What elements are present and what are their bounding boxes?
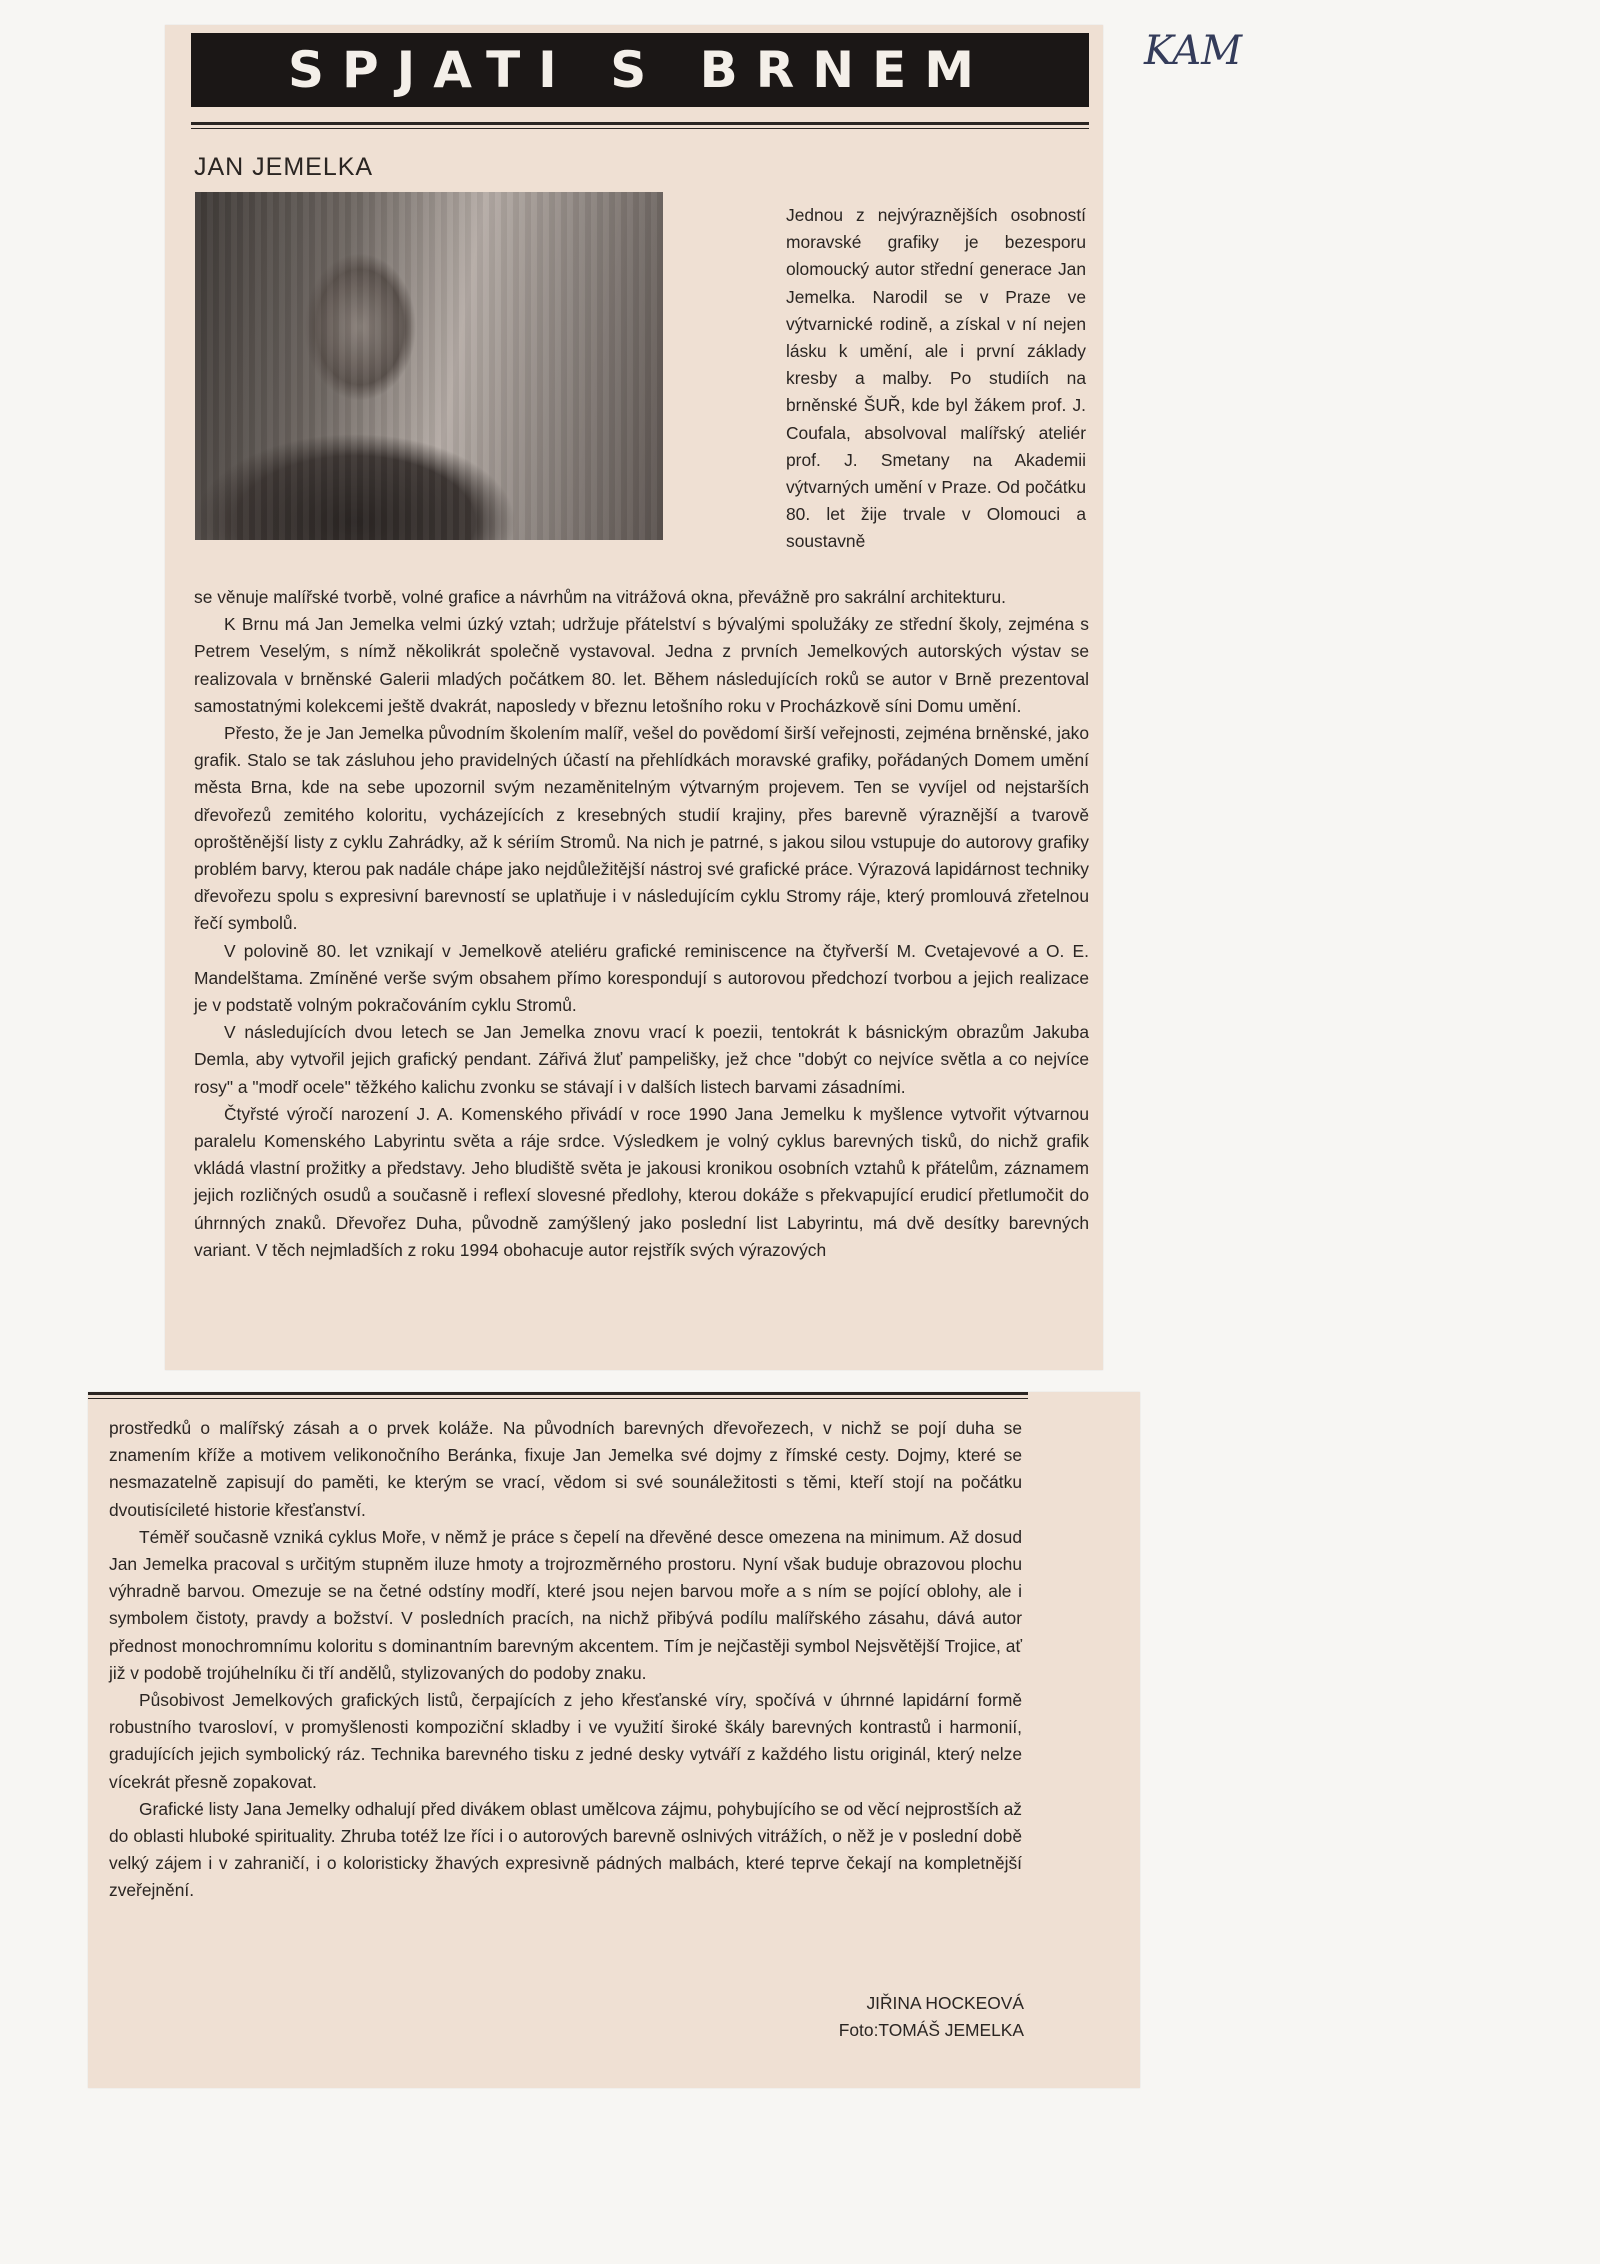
signature-author: JIŘINA HOCKEOVÁ xyxy=(866,1993,1024,2013)
paragraph: K Brnu má Jan Jemelka velmi úzký vztah; udržuje přátelství s bývalými spolužáky ze střední školy, zejména s Petrem Veselým, s nímž několikrát společně vystavoval. Jedna z prvních Jemelkových autorských výstav se realizovala v brněnské Galerii mladých počátkem 80. let. Během následujících roků se autor v Brně prezentoval samostatnými kolekcemi ještě dvakrát, naposledy v březnu letošního roku v Procházkově síni Domu umění. xyxy=(194,614,1089,716)
banner-rule-thin xyxy=(191,128,1089,129)
paragraph: V polovině 80. let vznikají v Jemelkově ateliéru grafické reminiscence na čtyřverší M. Cvetajevové a O. E. Mandelštama. Zmíněné verše svým obsahem přímo korespondují s autorovou předchozí tvorbou a jejich realizace je v podstatě volným pokračováním cyklu Stromů. xyxy=(194,940,1089,1016)
paragraph: Přesto, že je Jan Jemelka původním školením malíř, vešel do povědomí širší veřejnosti, zejména brněnské, jako grafik. Stalo se tak zásluhou jeho pravidelných účastí na přehlídkách moravské grafiky, pořádaných Domem umění města Brna, kde na sebe upozornil svým nezaměnitelným výtvarným projevem. Ten se vyvíjel od nejstarších dřevořezů zemitého koloritu, vycházejících z kresebných studií krajiny, přes barevně výraznější a tvarově oproštěnější listy z cyklu Zahrádky, až k sériím Stromů. Na nich je patrné, s jakou silou vstupuje do autorovy grafiky problém barvy, kterou pak nadále chápe jako nejdůležitější nástroj své grafické práce. Výrazová lapidárnost techniky dřevořezu spolu s expresivní barevností se uplatňuje i v následujícím cyklu Stromy ráje, který promlouvá zřetelnou řečí symbolů. xyxy=(194,723,1089,934)
portrait-photo xyxy=(195,192,663,540)
signature-block xyxy=(839,1990,1024,2044)
paragraph: Čtyřsté výročí narození J. A. Komenského přivádí v roce 1990 Jana Jemelku k myšlence vytvořit výtvarnou paralelu Komenského Labyrintu světa a ráje srdce. Výsledkem je volný cyklus barevných tisků, do nichž grafik vkládá vlastní prožitky a představy. Jeho bludiště světa je jakousi kronikou osobních vztahů k přátelům, záznamem jejich rozličných osudů a současně i reflexí slovesné předlohy, kterou dokáže s překvapující erudicí přetlumočit do úhrnných znaků. Dřevořez Duha, původně zamýšlený jako poslední list Labyrintu, má dvě desítky barevných variant. V těch nejmladších z roku 1994 obohacuje autor rejstřík svých výrazových xyxy=(194,1103,1089,1260)
author-heading: JAN JEMELKA xyxy=(194,153,374,181)
section-rule-thin xyxy=(88,1398,1028,1399)
paragraph: Grafické listy Jana Jemelky odhalují před divákem oblast umělcova zájmu, pohybujícího se od věcí nejprostších až do oblasti hluboké spirituality. Zhruba totéž lze říci i o autorových barevně oslnivých vitrážích, o něž je v poslední době velký zájem i v zahraničí, i o koloristicky žhavých expresivně pádných malbách, které teprve čekají na kompletnější zveřejnění. xyxy=(109,1798,1022,1901)
clipping-top xyxy=(165,25,1103,1370)
banner-rule xyxy=(191,122,1089,125)
section-rule xyxy=(88,1392,1028,1395)
handwritten-note: KAM xyxy=(1144,28,1243,74)
article-body-bottom xyxy=(109,1415,1022,1905)
banner-title: SPJATI S BRNEM xyxy=(191,33,1089,107)
paragraph: se věnuje malířské tvorbě, volné grafice a návrhům na vitrážová okna, převážně pro sakrální architekturu. xyxy=(194,587,1006,607)
lead-paragraph: Jednou z nejvýraznějších osobností moravské grafiky je bezesporu olomoucký autor střední generace Jan Jemelka. Narodil se v Praze ve výtvarnické rodině, a získal v ní nejen lásku k umění, ale i první základy kresby a malby. Po studiích na brněnské ŠUŘ, kde byl žákem prof. J. Coufala, absolvoval malířský ateliér prof. J. Smetany na Akademii výtvarných umění v Praze. Od počátku 80. let žije trvale v Olomouci a soustavně xyxy=(786,205,1086,552)
paragraph: V následujících dvou letech se Jan Jemelka znovu vrací k poezii, tentokrát k básnickým obrazům Jakuba Demla, aby vytvořil jejich grafický pendant. Zářivá žluť pampelišky, jež chce "dobýt co nejvíce světla a co nejvíce rosy" a "modř ocele" těžkého kalichu zvonku se stávají i v dalších listech barvami zásadními. xyxy=(194,1022,1089,1097)
article-body-top xyxy=(194,584,1089,1264)
signature-photo-credit: Foto:TOMÁŠ JEMELKA xyxy=(838,2020,1024,2040)
clipping-bottom xyxy=(88,1392,1140,2088)
paragraph: Působivost Jemelkových grafických listů, čerpajících z jeho křesťanské víry, spočívá v úhrnné lapidární formě robustního tvarosloví, v promyšlenosti kompoziční skladby i ve využití široké škály barevných kontrastů i harmonií, gradujících jejich symbolický ráz. Technika barevného tisku z jedné desky vytváří z každého listu originál, který nelze vícekrát přesně zopakovat. xyxy=(109,1690,1022,1792)
paragraph: Téměř současně vzniká cyklus Moře, v němž je práce s čepelí na dřevěné desce omezena na minimum. Až dosud Jan Jemelka pracoval s určitým stupněm iluze hmoty a trojrozměrného prostoru. Nyní však buduje obrazovou plochu výhradně barvou. Omezuje se na četné odstíny modří, které jsou nejen barvou moře a s ním se pojící oblohy, ale i symbolem čistoty, pravdy a božství. V posledních pracích, na nichž přibývá podílu malířského zásahu, dává autor přednost monochromnímu koloritu s dominantním barevným akcentem. Tím je nejčastěji symbol Nejsvětější Trojice, ať již v podobě trojúhelníku či tří andělů, stylizovaných do podoby znaku. xyxy=(109,1526,1022,1683)
paragraph: prostředků o malířský zásah a o prvek koláže. Na původních barevných dřevořezech, v nichž se pojí duha se znamením kříže a motivem velikonočního Beránka, fixuje Jan Jemelka své dojmy z římské cesty. Dojmy, které se nesmazatelně zapisují do paměti, ke kterým se vrací, vědom si své sounáležitosti s těmi, kteří stojí na počátku dvoutisícileté historie křesťanství. xyxy=(109,1418,1022,1520)
